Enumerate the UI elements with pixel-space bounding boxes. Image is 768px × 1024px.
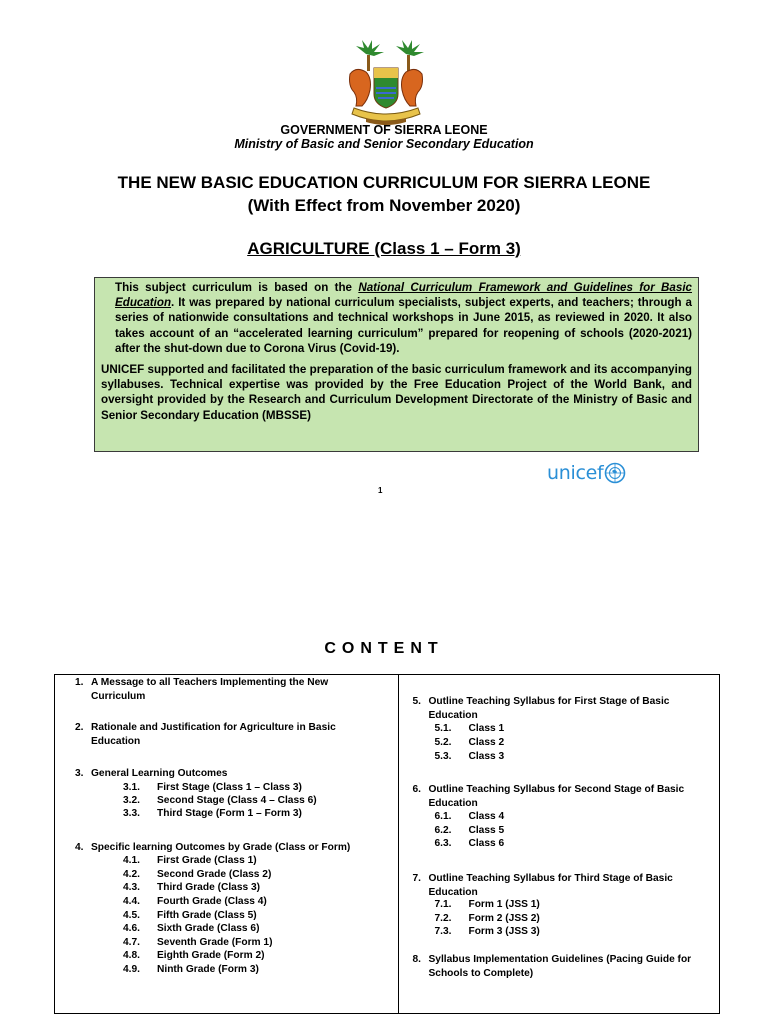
toc-item-number: 3. (75, 768, 84, 779)
toc-subitem-label: Eighth Grade (Form 2) (157, 950, 265, 961)
government-name: GOVERNMENT OF SIERRA LEONE (280, 123, 488, 137)
toc-subitem-7-1[interactable] (434, 898, 539, 912)
toc-subitem-number: 6.1. (434, 811, 452, 822)
toc-item-number: 7. (412, 873, 421, 884)
subject-heading: AGRICULTURE (Class 1 – Form 3) (247, 239, 521, 258)
toc-subitem-label: Third Grade (Class 3) (157, 882, 261, 893)
table-of-contents (54, 674, 720, 1014)
toc-item-6[interactable] (412, 783, 712, 810)
toc-item-number: 4. (75, 842, 84, 853)
toc-item-1[interactable] (75, 676, 355, 703)
toc-item-2[interactable] (75, 721, 375, 748)
toc-subitem-number: 3.1. (123, 782, 140, 793)
toc-subitem-label: First Grade (Class 1) (157, 855, 257, 866)
toc-subitem-number: 5.1. (434, 723, 452, 734)
toc-subitem-5-1[interactable] (434, 722, 504, 736)
intro-box (94, 277, 699, 452)
toc-subitem-7-3[interactable] (434, 925, 539, 939)
toc-subitem-4-1[interactable] (123, 854, 257, 868)
intro-text: This subject curriculum is based on the (115, 281, 359, 294)
unicef-wordmark: unicef (547, 462, 604, 484)
toc-subitem-3-2[interactable] (123, 794, 317, 808)
toc-left-column (55, 675, 399, 1013)
toc-item-8[interactable] (412, 953, 714, 980)
toc-item-label: Outline Teaching Syllabus for First Stage of Basic Education (428, 696, 670, 721)
toc-subitem-label: Class 2 (468, 737, 505, 748)
toc-subitem-label: Fourth Grade (Class 4) (157, 896, 267, 907)
toc-subitem-6-2[interactable] (434, 824, 504, 838)
toc-subitem-number: 3.3. (123, 808, 140, 819)
intro-paragraph-2: UNICEF supported and facilitated the preparation of the basic curriculum framework and its accompanying syllabuses. Technical expertise was provided by the Free Education Project of the World Bank, and oversight provided by the Research and Curriculum Development Directorate of the Ministry of Basic and Senior Secondary Education (MBSSE) (101, 363, 692, 422)
toc-item-label: Outline Teaching Syllabus for Third Stage of Basic Education (428, 873, 673, 898)
toc-subitem-4-4[interactable] (123, 895, 267, 909)
toc-subitem-6-1[interactable] (434, 810, 504, 824)
toc-subitem-label: Third Stage (Form 1 – Form 3) (157, 808, 302, 819)
page-number: 1 (378, 486, 383, 495)
toc-subitem-label: Form 2 (JSS 2) (468, 913, 540, 924)
toc-subitem-label: Class 5 (468, 825, 505, 836)
unicef-emblem-icon (604, 462, 626, 484)
toc-item-3[interactable] (75, 767, 375, 781)
toc-subitem-label: Ninth Grade (Form 3) (157, 964, 259, 975)
coat-of-arms-icon (340, 40, 432, 126)
toc-subitem-label: Class 3 (468, 751, 505, 762)
toc-item-label: Syllabus Implementation Guidelines (Pacing Guide for Schools to Complete) (428, 954, 692, 979)
framework-link[interactable]: National Curriculum Framework and Guidelines for Basic Education (115, 281, 692, 310)
toc-subitem-4-5[interactable] (123, 909, 257, 923)
toc-subitem-number: 7.1. (434, 899, 452, 910)
toc-item-number: 6. (412, 784, 421, 795)
toc-item-label: General Learning Outcomes (91, 768, 228, 779)
toc-subitem-label: Sixth Grade (Class 6) (157, 923, 260, 934)
toc-subitem-label: Class 4 (468, 811, 505, 822)
toc-subitem-number: 6.3. (434, 838, 452, 849)
toc-subitem-number: 4.6. (123, 923, 140, 934)
document-title: THE NEW BASIC EDUCATION CURRICULUM FOR SIERRA LEONE (117, 173, 651, 192)
toc-subitem-label: Seventh Grade (Form 1) (157, 937, 273, 948)
toc-item-number: 1. (75, 677, 84, 688)
toc-subitem-4-9[interactable] (123, 963, 259, 977)
toc-subitem-number: 4.1. (123, 855, 140, 866)
toc-subitem-number: 4.4. (123, 896, 140, 907)
toc-subitem-number: 4.9. (123, 964, 140, 975)
toc-item-number: 5. (412, 696, 421, 707)
intro-text-continued: . It was prepared by national curriculum specialists, subject experts, and teachers; through a series of nationwide consultations and technical workshops in June 2015, as reviewed in 2020. It also takes account of an “accelerated learning curriculum” prepared for reopening of schools (2020-2021) after the shut-down due to Corona Virus (Covid-19). (115, 296, 692, 355)
toc-subitem-label: Class 6 (468, 838, 505, 849)
toc-subitem-label: Second Grade (Class 2) (157, 869, 272, 880)
toc-subitem-label: Form 1 (JSS 1) (468, 899, 540, 910)
toc-subitem-number: 4.5. (123, 910, 140, 921)
toc-subitem-number: 6.2. (434, 825, 452, 836)
toc-subitem-label: Form 3 (JSS 3) (468, 926, 540, 937)
toc-subitem-number: 4.7. (123, 937, 140, 948)
toc-right-column (399, 675, 719, 1013)
toc-subitem-label: Fifth Grade (Class 5) (157, 910, 257, 921)
toc-subitem-number: 7.2. (434, 913, 452, 924)
unicef-logo (547, 461, 626, 485)
toc-subitem-7-2[interactable] (434, 912, 539, 926)
toc-subitem-4-3[interactable] (123, 881, 260, 895)
toc-subitem-3-1[interactable] (123, 781, 302, 795)
toc-subitem-4-8[interactable] (123, 949, 265, 963)
toc-subitem-number: 5.2. (434, 737, 452, 748)
toc-subitem-4-2[interactable] (123, 868, 271, 882)
toc-subitem-5-3[interactable] (434, 750, 504, 764)
toc-subitem-label: Second Stage (Class 4 – Class 6) (157, 795, 317, 806)
toc-subitem-5-2[interactable] (434, 736, 504, 750)
intro-paragraph-1 (101, 280, 692, 356)
toc-item-label: A Message to all Teachers Implementing the New Curriculum (91, 677, 329, 702)
toc-item-label: Specific learning Outcomes by Grade (Class or Form) (91, 842, 351, 853)
toc-subitem-number: 4.2. (123, 869, 140, 880)
toc-subitem-number: 4.3. (123, 882, 140, 893)
content-heading: CONTENT (324, 640, 444, 657)
toc-item-number: 8. (412, 954, 421, 965)
toc-item-label: Rationale and Justification for Agriculture in Basic Education (91, 722, 336, 747)
toc-subitem-4-6[interactable] (123, 922, 259, 936)
ministry-name: Ministry of Basic and Senior Secondary Education (234, 137, 534, 151)
toc-subitem-3-3[interactable] (123, 807, 302, 821)
toc-subitem-number: 4.8. (123, 950, 140, 961)
toc-subitem-4-7[interactable] (123, 936, 273, 950)
toc-item-4[interactable] (75, 841, 395, 855)
effective-date: (With Effect from November 2020) (247, 196, 521, 215)
toc-subitem-number: 3.2. (123, 795, 140, 806)
toc-subitem-6-3[interactable] (434, 837, 504, 851)
toc-subitem-number: 5.3. (434, 751, 452, 762)
toc-item-number: 2. (75, 722, 84, 733)
toc-subitem-label: First Stage (Class 1 – Class 3) (157, 782, 302, 793)
toc-subitem-label: Class 1 (468, 723, 505, 734)
toc-item-label: Outline Teaching Syllabus for Second Stage of Basic Education (428, 784, 685, 809)
toc-item-5[interactable] (412, 695, 712, 722)
toc-item-7[interactable] (412, 872, 712, 899)
toc-subitem-number: 7.3. (434, 926, 452, 937)
